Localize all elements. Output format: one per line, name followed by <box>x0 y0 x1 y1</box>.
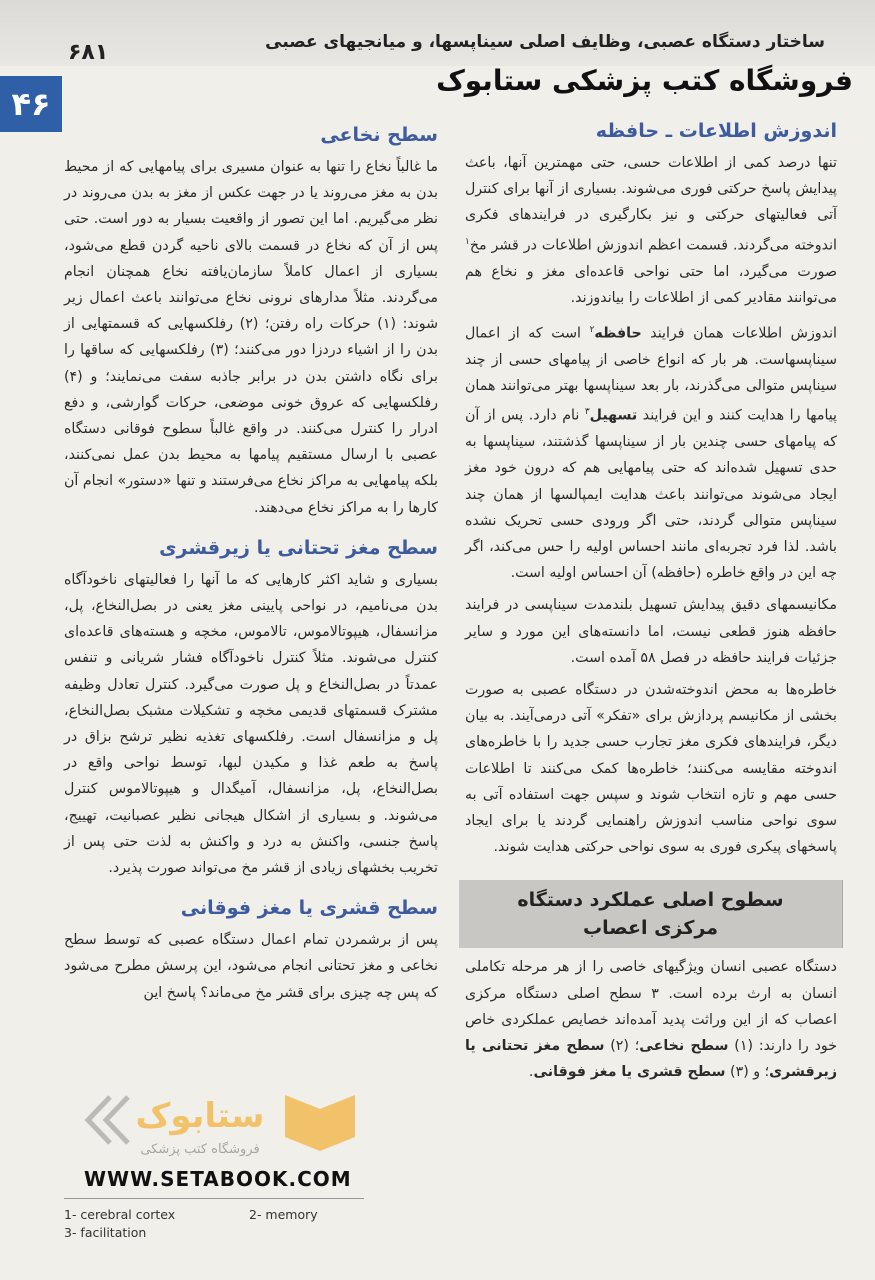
open-book-icon <box>285 1095 355 1151</box>
logo-text: ستابوک <box>135 1096 265 1136</box>
running-title: ساختار دستگاه عصبی، وظایف اصلی سیناپسها، و میانجیهای عصبی <box>265 32 825 52</box>
watermark-url: WWW.SETABOOK.COM <box>84 1167 352 1191</box>
paragraph: تنها درصد کمی از اطلاعات حسی، حتی مهمترین آنها، باعث پیدایش پاسخ حرکتی فوری می‌شوند. بسیاری از آنها برای کنترل آتی فعالیتهای حرکتی و نیز بکارگیری در فرایندهای فکری اندوخته می‌گردند. قسمت اعظم اندوزش اطلاعات در قشر مخ$^۱$ صورت می‌گیرد، اما حتی نواحی قاعده‌ای مغز و نخاع هم می‌توانند مقادیر کمی از اطلاعات را بیاندوزند. <box>465 155 837 306</box>
paragraph: بسیاری و شاید اکثر کارهایی که ما آنها را فعالیتهای ناخودآگاه بدن می‌نامیم، در نواحی پایینی مغز یعنی در بصل‌النخاع، پل، مزانسفال، هیپوتالاموس، تالاموس، مخچه و هسته‌های قاعده‌ای کنترل می‌شوند. مثلاً کنترل ناخودآگاه فشار شریانی و تنفس عمدتاً در بصل‌النخاع و پل صورت می‌گیرد. کنترل تعادل وظیفه مشترک قسمتهای قدیمی مخچه و تشکیلات مشبک بصل‌النخاع، پل و مزانسفال است. رفلکسهای تغذیه نظیر ترشح بزاق در پاسخ به طعم غذا و مکیدن لبها، توسط نواحی واقع در بصل‌النخاع، پل، مزانسفال، آمیگدال و هیپوتالاموس کنترل می‌شوند. و بسیاری از اشکال هیجانی نظیر عصبانیت، تهییج، پاسخ جنسی، واکنش به درد و واکنش به لذت حتی پس از تخریب بخشهای زیادی از قشر مخ می‌تواند صورت پذیرد. <box>64 571 438 877</box>
heading-subcortical-level: سطح مغز تحتانی یا زیرقشری <box>159 536 438 559</box>
section-title-memory: اندوزش اطلاعات ـ حافظه <box>595 120 837 142</box>
setabook-logo-watermark <box>70 1075 385 1165</box>
footnote-divider <box>64 1198 364 1199</box>
logo-subtext: فروشگاه کتب پزشکی <box>140 1142 260 1157</box>
paragraph: پس از برشمردن تمام اعمال دستگاه عصبی که توسط سطح نخاعی و مغز تحتانی انجام می‌شود، این پرسش مطرح می‌شود که پس چه چیزی برای قشر مخ می‌ماند؟ پاسخ این <box>64 932 438 1001</box>
left-column <box>64 122 438 1012</box>
chapter-tab: ۴۶ <box>0 76 62 132</box>
paragraph: دستگاه عصبی انسان ویژگیهای خاصی را از هر مرحله تکاملی انسان به ارث برده است. ۳ سطح اصلی دستگاه مرکزی اعصاب که از این وراثت پدید آمده‌اند خصایص عملکردی خاص خود را دارند: (۱) سطح نخاعی؛ (۲) سطح مغز تحتانی یا زیرقشری؛ و (۳) سطح قشری یا مغز فوقانی. <box>465 959 837 1081</box>
page-number: ۶۸۱ <box>68 40 109 65</box>
store-banner: فروشگاه کتب پزشکی ستابوک <box>436 64 853 97</box>
paragraph: ما غالباً نخاع را تنها به عنوان مسیری برای پیامهایی که از محیط بدن به مغز می‌روند یا در جهت عکس از مغز به بدن می‌روند در نظر می‌گیریم. اما این تصور از واقعیت بسیار به دور است. حتی پس از آن که نخاع در قسمت بالای ناحیه گردن قطع می‌شود، بسیاری از اعمال کاملاً سازمان‌یافته نخاع همچنان انجام می‌گردند. مثلاً مدارهای نرونی نخاع می‌توانند باعث اعمال زیر شوند: (۱) حرکات راه رفتن؛ (۲) رفلکسهایی که قسمتهایی از بدن را از اشیاء دردزا دور می‌کنند؛ (۳) رفلکسهایی که ساقها را برای نگاه داشتن بدن در برابر جاذبه سفت می‌نمایند؛ و (۴) رفلکسهایی که عروق خونی موضعی، حرکات گوارشی، و دفع ادرار را کنترل می‌کنند. در واقع غالباً سطوح فوقانی دستگاه عصبی با ارسال مستقیم پیامها به محیط بدن عمل نمی‌کنند، بلکه پیامهایی به مراکز نخاع می‌فرستند و تنها «دستور» انجام آن کارها را به مراکز نخاع می‌دهند. <box>64 159 439 516</box>
paragraph: مکانیسمهای دقیق پیدایش تسهیل بلندمدت سیناپسی در فرایند حافظه هنوز قطعی نیست، اما دانسته‌های این مورد و سایر جزئیات فرایند حافظه در فصل ۵۸ آمده است. <box>465 597 837 666</box>
boxed-section-heading: سطوح اصلی عملکرد دستگاه مرکزی اعصاب <box>459 880 843 948</box>
chevron-arrows-icon <box>88 1097 128 1143</box>
footnote-1: 1- cerebral cortex <box>64 1207 176 1222</box>
paragraph: اندوزش اطلاعات همان فرایند حافظه$^۲$ است که از اعمال سیناپسهاست. هر بار که انواع خاصی از پیامهای حسی از چند سیناپس متوالی می‌گذرند، بار بعد سیناپسها بهتر می‌توانند همان پیامها را هدایت کنند و این فرایند تسهیل$^۳$ نام دارد. پس از آن که پیامهای حسی چندین بار از سیناپسها گذشتند، سیناپسها به حدی تسهیل شده‌اند که حتی پیامهایی هم که درون خود مغز ایجاد می‌شوند می‌توانند باعث هدایت ایمپالسها از همان چند سیناپس متوالی گردند، حتی اگر ورودی حسی تحریک نشده باشد. لذا فرد تجربه‌ای مانند احساس اولیه را حس می‌کند، اگر چه این در واقع خاطره (حافظه) آن احساس اولیه است. <box>465 324 838 582</box>
paragraph: خاطره‌ها به محض اندوخته‌شدن در دستگاه عصبی به صورت بخشی از مکانیسم پردازش برای «تفکر» آتی درمی‌آیند. به بیان دیگر، فرایندهای فکری مغز تجارب حسی جدید را با خاطره‌های اندوخته مقایسه می‌کنند؛ خاطره‌ها کمک می‌کنند تا اطلاعات حسی مهم و تازه انتخاب شوند و سپس جهت استفاده آتی به سوی نواحی مناسب اندوزش راهنمایی گردند یا برای ایجاد پاسخهای پیکری فوری به سوی نواحی حرکتی هدایت شوند. <box>465 682 837 856</box>
heading-cortical-level: سطح قشری یا مغز فوقانی <box>180 897 438 920</box>
footnote-3: 3- facilitation <box>64 1225 147 1240</box>
right-column <box>465 118 837 1092</box>
footnote-2: 2- memory <box>249 1207 318 1222</box>
heading-spinal-level: سطح نخاعی <box>320 124 438 146</box>
